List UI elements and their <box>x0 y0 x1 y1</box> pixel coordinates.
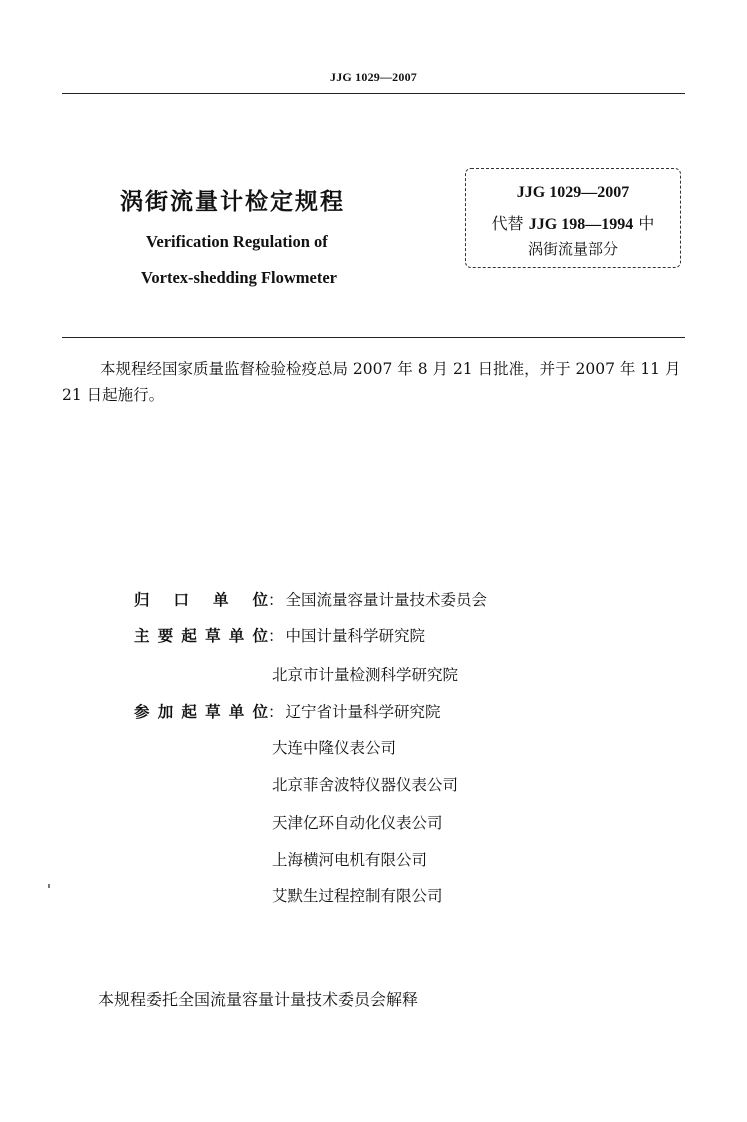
participating-drafting-value: 北京菲舍波特仪器仪表公司 <box>272 776 459 794</box>
stamp-replaces-prefix: 代替 <box>491 214 524 233</box>
label-colon: ： <box>268 591 284 609</box>
approval-paragraph: 本规程经国家质量监督检验检疫总局 2007 年 8 月 21 日批准，并于 2007 年 11 月 21 日起施行。 <box>62 360 681 404</box>
main-drafting-value: 北京市计量检测科学研究院 <box>272 666 459 684</box>
responsible-unit-row <box>134 588 487 610</box>
responsible-unit-label: 归口单位 <box>134 591 268 609</box>
participating-drafting-value: 上海横河电机有限公司 <box>272 851 428 869</box>
document-code-header: JJG 1029—2007 <box>330 70 417 84</box>
title-chinese: 涡街流量计检定规程 <box>120 189 345 215</box>
label-colon: ： <box>268 703 284 721</box>
participating-drafting-value: 艾默生过程控制有限公司 <box>272 887 443 905</box>
main-drafting-row <box>134 624 425 646</box>
scan-speck <box>48 884 50 888</box>
participating-drafting-value: 天津亿环自动化仪表公司 <box>272 814 443 832</box>
participating-drafting-value: 大连中隆仪表公司 <box>272 739 397 757</box>
stamp-code: JJG 1029—2007 <box>516 184 630 201</box>
participating-drafting-label: 参加起草单位 <box>134 703 268 721</box>
title-english-line2: Vortex-shedding Flowmeter <box>141 268 337 287</box>
label-colon: ： <box>268 627 284 645</box>
interpretation-statement: 本规程委托全国流量容量计量技术委员会解释 <box>98 990 419 1009</box>
stamp-replaced-code: JJG 198—1994 <box>528 216 634 233</box>
participating-drafting-row <box>134 700 441 722</box>
header-rule <box>62 93 685 94</box>
responsible-unit-value: 全国流量容量计量技术委员会 <box>285 591 488 609</box>
main-drafting-value: 中国计量科学研究院 <box>285 627 426 645</box>
stamp-scope: 涡街流量部分 <box>527 240 618 258</box>
replacement-stamp-box <box>465 168 681 268</box>
section-rule <box>62 337 685 338</box>
stamp-replaces <box>466 211 680 234</box>
title-english-line1: Verification Regulation of <box>146 232 328 251</box>
stamp-replaces-suffix: 中 <box>638 214 655 233</box>
participating-drafting-value: 辽宁省计量科学研究院 <box>285 703 441 721</box>
main-drafting-label: 主要起草单位 <box>134 627 268 645</box>
